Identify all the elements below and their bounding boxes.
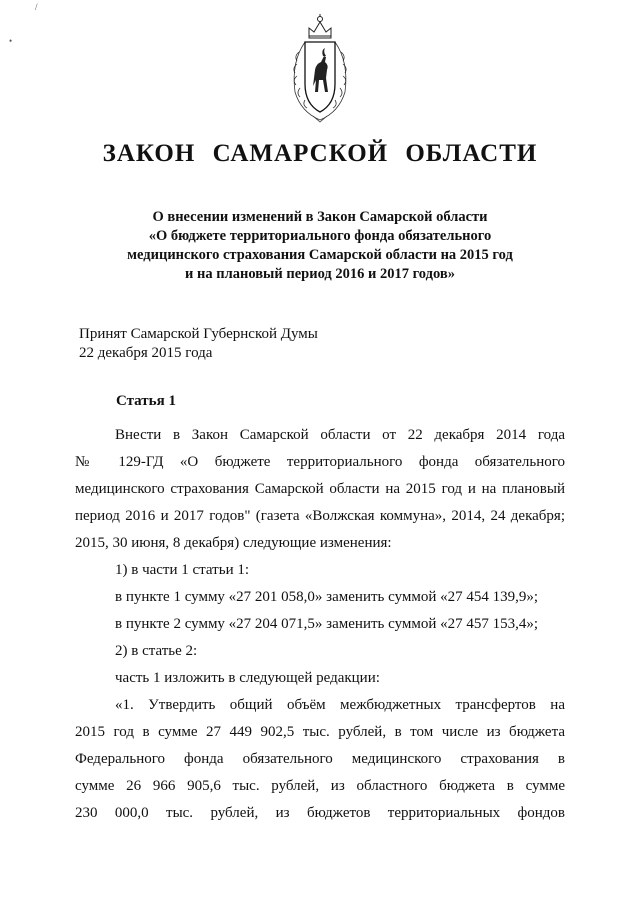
body-line: Внести в Закон Самарской области от 22 декабря 2014 года [115, 427, 565, 443]
law-title: ЗАКОН САМАРСКОЙ ОБЛАСТИ [102, 140, 538, 167]
body-line: 2015 год в сумме 27 449 902,5 тыс. рублей, в том числе из бюджета [75, 724, 565, 740]
body-line: сумме 26 966 905,6 тыс. рублей, из областного бюджета в сумме [75, 778, 565, 794]
subtitle-line: медицинского страхования Самарской области на 2015 год [127, 247, 513, 263]
body-line: период 2016 и 2017 годов" (газета «Волжская коммуна», 2014, 24 декабря; [75, 508, 565, 524]
article-heading: Статья 1 [116, 393, 176, 409]
side-mark: • [9, 36, 13, 46]
body-line: «1. Утвердить общий объём межбюджетных трансфертов на [115, 697, 565, 713]
adoption-block [79, 325, 318, 363]
body-line: Федерального фонда обязательного медицинского страхования в [75, 751, 565, 767]
body-line: 2) в статье 2: [115, 643, 198, 659]
body-line: № 129-ГД «О бюджете территориального фонда обязательного [75, 454, 565, 470]
subtitle-line: и на плановый период 2016 и 2017 годов» [185, 266, 455, 282]
body-line: в пункте 2 сумму «27 204 071,5» заменить суммой «27 457 153,4»; [115, 616, 539, 632]
body-line: медицинского страхования Самарской области на 2015 год и на плановый [75, 481, 565, 497]
samara-coat-of-arms-icon [285, 12, 355, 124]
article-body [75, 422, 565, 827]
law-subtitle [80, 208, 560, 284]
body-line: 1) в части 1 статьи 1: [115, 562, 250, 578]
subtitle-line: «О бюджете территориального фонда обязательного [148, 228, 492, 244]
body-line: в пункте 1 сумму «27 201 058,0» заменить суммой «27 454 139,9»; [115, 589, 539, 605]
body-line: часть 1 изложить в следующей редакции: [115, 670, 380, 686]
adoption-body: Принят Самарской Губернской Думы [79, 326, 318, 342]
adoption-date: 22 декабря 2015 года [79, 345, 213, 361]
subtitle-line: О внесении изменений в Закон Самарской области [152, 209, 488, 225]
body-line: 230 000,0 тыс. рублей, из бюджетов территориальных фондов [75, 805, 565, 821]
corner-mark: / [35, 2, 38, 12]
body-line: 2015, 30 июня, 8 декабря) следующие изменения: [75, 535, 392, 551]
